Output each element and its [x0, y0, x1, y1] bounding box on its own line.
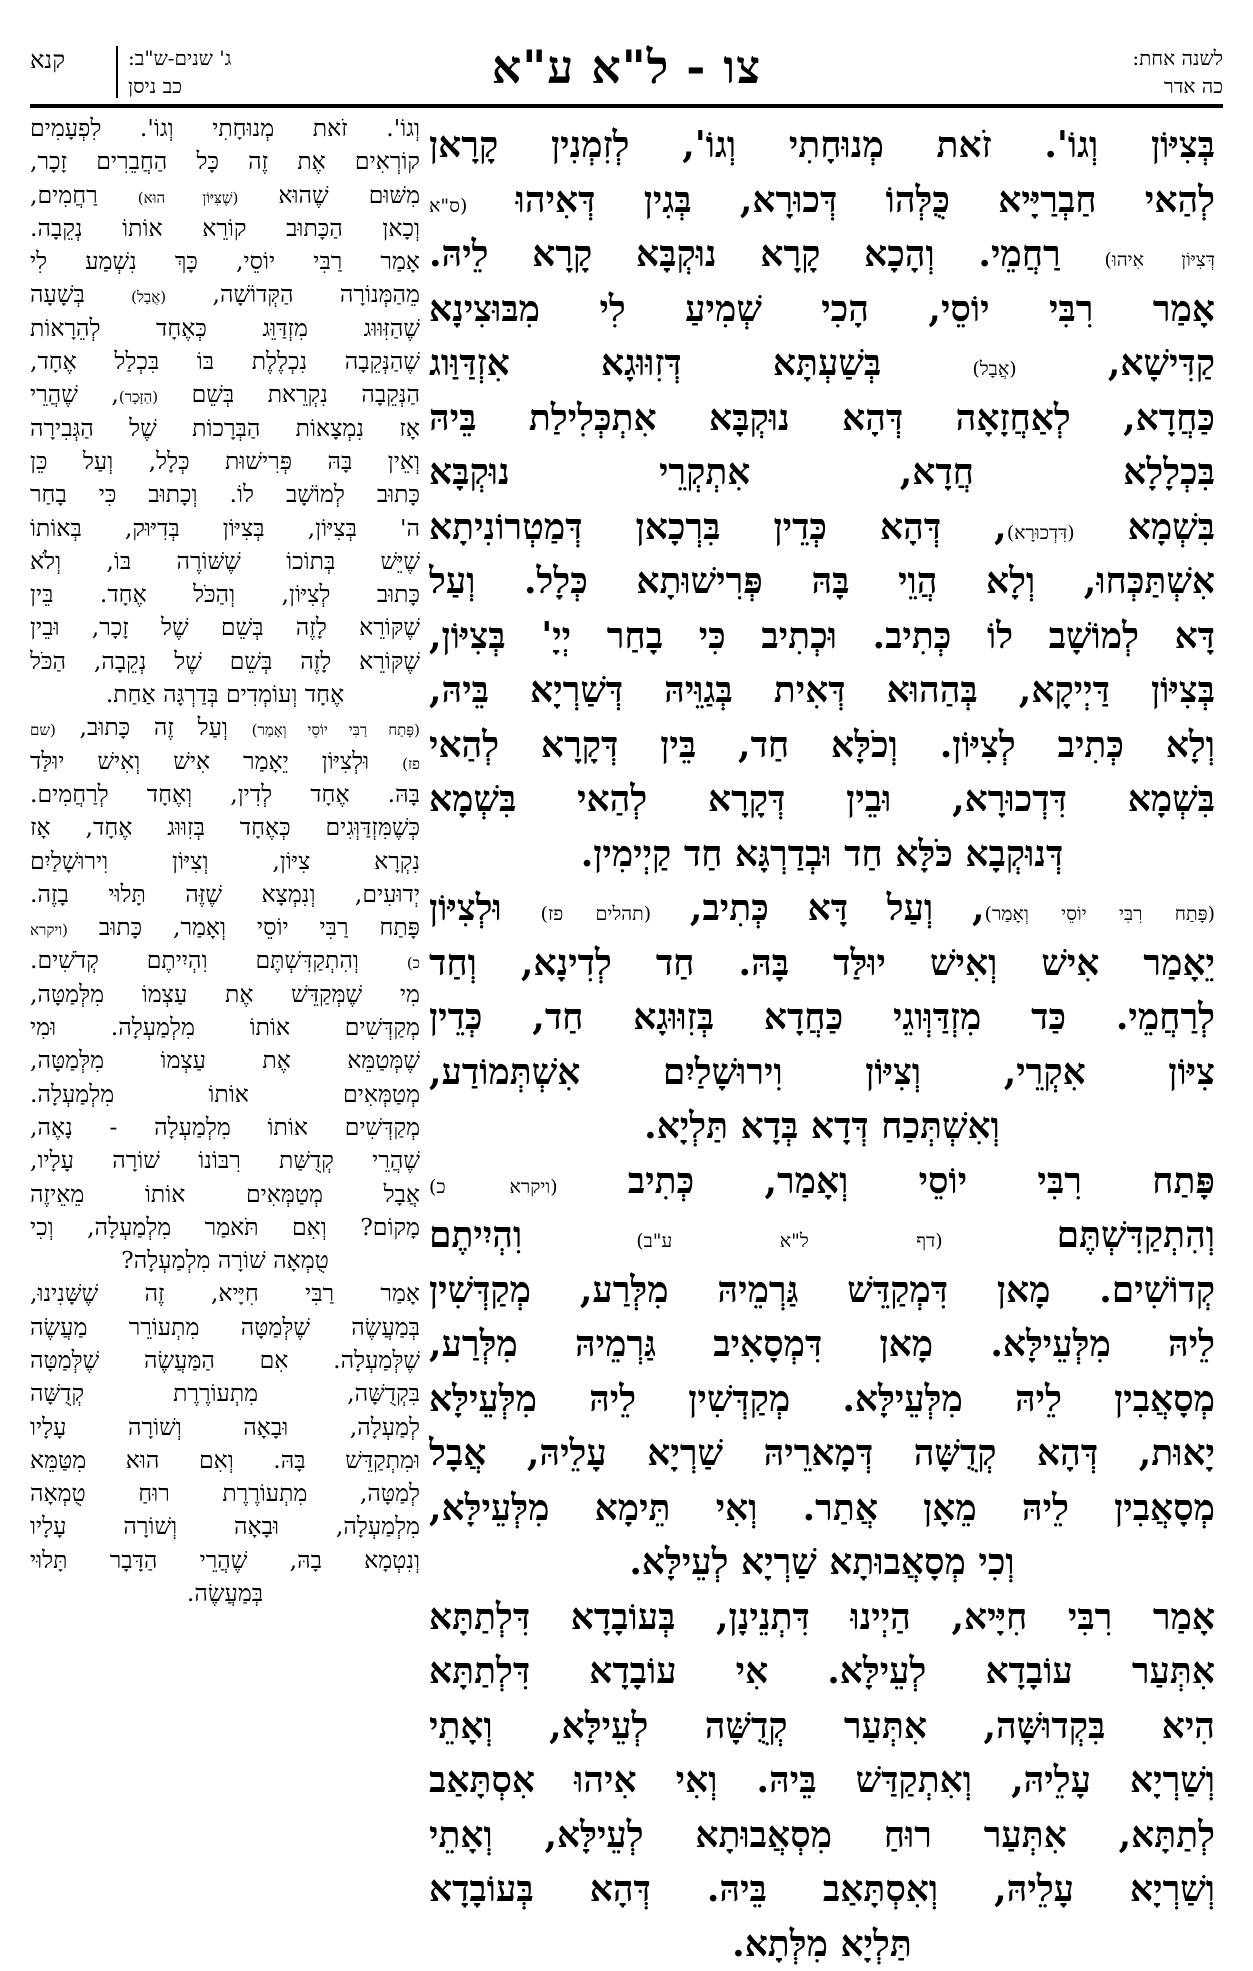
text-line: יָאוּת, דְּהָא קְדֻשָּׁה דְּמָארֵיהּ שַׁרְיָא עָלֵיהּ, אֲבָל — [429, 1426, 1215, 1481]
text-line: (פָּתַח רִבִּי יוֹסֵי וְאָמַר), וְעַל דָּא כְּתִיב, (תהלים פז) וּלְצִיּוֹן — [429, 881, 1215, 936]
text-line: שֶׁהַנְּקֵבָה נִכְלֶלֶת בּוֹ בִּכְלַל אֶחָד, — [30, 345, 420, 378]
text-line: מְקַדְּשִׁים אוֹתוֹ מִלְמַעְלָה. וּמִי — [30, 1011, 420, 1044]
text-line: שֶׁלְּמַעְלָה. אִם הַמַּעֲשֶׂה שֶׁלְּמַטָּה — [30, 1344, 420, 1377]
text-line: וּמִתְקַדֵּשׁ בָּהּ. וְאִם הוּא מִטַּמֵּא — [30, 1444, 420, 1477]
header-schedule-one-year: לשנה אחת: — [1132, 46, 1223, 71]
text-line: לְתַתָּא, אִתְּעַר רוּחַ מִסְאֲבוּתָא לְעֵילָּא, וְאָתֵי — [429, 1808, 1215, 1863]
text-line: אִשְׁתַּכְּחוּ, וְלָא הֲוֵי בָּהּ פְּרִישׁוּתָא כְּלָל. וְעַל — [429, 554, 1215, 609]
text-line: יֵאָמַר אִישׁ וְאִישׁ יוּלַּד בָּהּ. חַד לְדִינָא, וְחַד — [429, 936, 1215, 991]
text-line: וְהִתְקַדִּשְׁתֶּם (דף ל"א ע"ב) וִהְיִיתֶם — [429, 1208, 1215, 1263]
text-line: אִתְּעַר עוֹבָדָא לְעֵילָּא. אִי עוֹבָדָא דִּלְתַתָּא — [429, 1644, 1215, 1699]
text-line: אָמַר רִבִּי יוֹסֵי, הָכִי שְׁמִיעַ לִי מִבּוּצִינָא — [429, 282, 1215, 337]
text-line: וְכִי מְסָאֲבוּתָא שַׁרְיָא לְעֵילָּא. — [429, 1535, 1215, 1590]
text-line: בִּשְׁמָא (דִּדְכוּרָא), דְּהָא כְּדֵין בִּרְכָאן דְּמַטְרוֹנִיתָא — [429, 500, 1215, 555]
text-line: לְהַאי חַבְרַיָּיא כֻּלְּהוֹ דְּכוּרָא, בְּגִין דְּאִיהוּ (ס"א — [429, 173, 1215, 228]
header-rule — [30, 104, 1223, 108]
text-line: וְאֵין בָּהּ פְּרִישׁוּת כְּלָל, וְעַל כֵּן — [30, 445, 420, 478]
text-line: שֶׁיֵּשׁ בְּתוֹכוֹ שֶׁשּׁוֹרֶה בּוֹ, וְלֹא — [30, 545, 420, 578]
text-line: כָּתוּב לְמוֹשָׁב לוֹ. וְכָתוּב כִּי בָחַר — [30, 478, 420, 511]
text-line: נִקְרָא צִיּוֹן, וְצִיּוֹן וִירוּשָׁלַיִם — [30, 845, 420, 878]
text-line: קְדוֹשִׁים. מָאן דִּמְקַדֵּשׁ גַּרְמֵיהּ מִלְּרַע, מְקַדְּשִׁין — [429, 1263, 1215, 1318]
header-schedule-three-year: ג' שנים-ש"ב: — [128, 46, 231, 71]
text-line: בְּמַעֲשֶׂה שֶׁלְּמַטָּה מִתְעוֹרֵר מַעֲשֶׂה — [30, 1311, 420, 1344]
text-line: (פָּתַח רַבִּי יוֹסֵי וְאָמַר) וְעַל זֶה כָּתוּב, (שם — [30, 711, 420, 744]
text-line: מְקַדְּשִׁים אוֹתוֹ מִלְמַעְלָה - נָאֶה, — [30, 1111, 420, 1144]
text-line: אָמַר רַבִּי חִיָּיא, זֶה שֶׁשָּׁנִינוּ, — [30, 1277, 420, 1310]
text-line: אֲבָל מְטַמְּאִים אוֹתוֹ מֵאֵיזֶה — [30, 1178, 420, 1211]
text-line: פָּתַח רִבִּי יוֹסֵי וְאָמַר, כְּתִיב (ויקרא כ) — [429, 1154, 1215, 1209]
text-line: אָז נִמְצָאוֹת הַבְּרָכוֹת שֶׁל הַגְּבִירָה — [30, 412, 420, 445]
text-line: אָמַר רִבִּי חִיָּיא, הַיְינוּ דִּתְנֵינָן, בְּעוֹבָדָא דִּלְתַתָּא — [429, 1590, 1215, 1645]
text-line: קוֹרְאִים אֶת זֶה כָּל הַחֲבֵרִים זָכָר, — [30, 145, 420, 178]
text-line: מֵהַמְּנוֹרָה הַקְּדוֹשָׁה, (אֲבָל) בְּשָׁעָה — [30, 278, 420, 311]
text-line: כְּשֶׁמִּזְדַּוְּגִים כְּאֶחָד בְּזִוּוּג אֶחָד, אָז — [30, 811, 420, 844]
text-line: וְגוֹ'. זֹאת מְנוּחָתִי וְגוֹ'. לִפְעָמִים — [30, 112, 420, 145]
page-title: צו - ל"א ע"א — [30, 40, 1223, 94]
text-line: בְּמַעֲשֶׂה. — [30, 1577, 420, 1610]
text-line: שֶׁקּוֹרֵא לָזֶה בְּשֵׁם שֶׁל נְקֵבָה, הַכֹּל — [30, 645, 420, 678]
text-line: שֶׁמְּטַמֵּא אֶת עַצְמוֹ מִלְּמַטָּה, — [30, 1044, 420, 1077]
text-line: מִשּׁוּם שֶׁהוּא (שֶׁצִּיּוֹן הוּא) רַחֲמִים, — [30, 179, 420, 212]
hebrew-translation-column — [30, 112, 420, 1610]
text-line: מְסָאֲבִין לֵיהּ מִלְּעֵילָּא. מְקַדְּשִׁין לֵיהּ מִלְּעֵילָּא — [429, 1372, 1215, 1427]
text-line: תַּלְיָא מִלְּתָא. — [429, 1917, 1215, 1971]
aramaic-text-column — [429, 118, 1215, 1971]
text-line: כ) וְהִתְקַדִּשְׁתֶּם וִהְיִיתֶם קְדֹשִׁים. — [30, 944, 420, 977]
text-line: כַּחֲדָא, לְאַחֲזָאָה דְּהָא נוּקְבָּא אִתְכְּלִילַת בֵּיהּ — [429, 391, 1215, 446]
text-line: לְמַטָּה, מִתְעוֹרֶרֶת רוּחַ טֻמְאָה — [30, 1477, 420, 1510]
text-line: הַנְּקֵבָה נִקְרֵאת בְּשֵׁם (הַזָּכָר), שֶׁהֲרֵי — [30, 378, 420, 411]
text-line: אֶחָד וְעוֹמְדִים בְּדַרְגָּה אַחַת. — [30, 678, 420, 711]
header-divider — [116, 46, 118, 98]
text-line: מְטַמְּאִים אוֹתוֹ מִלְמַעְלָה. — [30, 1078, 420, 1111]
text-line: מִלְמַעְלָה, וּבָאָה וְשׁוֹרָה עָלָיו — [30, 1510, 420, 1543]
text-line: בִּשְׁמָא דִּדְכוּרָא, וּבֵין דְּקָרָא לְהַאי בִּשְׁמָא — [429, 772, 1215, 827]
text-line: צִיּוֹן אִקְרֵי, וְצִיּוֹן וִירוּשָׁלַיִם אִשְׁתְּמוֹדַע, — [429, 1045, 1215, 1100]
text-line: מִי שֶׁמְּקַדֵּשׁ אֶת עַצְמוֹ מִלְּמַטָּה, — [30, 978, 420, 1011]
text-line: הִיא בִּקְדוּשָּׁה, אִתְּעַר קְדֻשָּׁה לְעֵילָּא, וְאָתֵי — [429, 1699, 1215, 1754]
text-line: דְּצִיּוֹן אִיהוּ) רַחֲמֵי. וְהָכָא קָרָא נוּקְבָּא קָרָא לֵיהּ. — [429, 227, 1215, 282]
text-line: לְרַחֲמֵי. כַּד מִזְדַּוְּוגֵי כַּחֲדָא בְּזִוּוּגָא חַד, כְּדֵין — [429, 990, 1215, 1045]
text-line: קַדִּישָׁא, (אֲבָל) בְּשַׁעְתָּא דְּזִוּוּגָא אִזְדַּוַּוג — [429, 336, 1215, 391]
text-line: בִּקְדֻשָּׁה, מִתְעוֹרֶרֶת קְדֻשָּׁה — [30, 1377, 420, 1410]
header-date-three-year: כב ניסן — [128, 74, 182, 99]
page-number: קנא — [30, 46, 65, 75]
text-line: דָּא לְמוֹשָׁב לוֹ כְּתִיב. וּכְתִיב כִּי בָחַר יְיָ' בְּצִיּוֹן, — [429, 609, 1215, 664]
text-line: מְסָאֲבִין לֵיהּ מֵאָן אֲתַר. וְאִי תֵּימָא מִלְּעֵילָּא, — [429, 1481, 1215, 1536]
text-line: לֵיהּ מִלְּעֵילָּא. מָאן דִּמְסָאִיב גַּרְמֵיהּ מִלְּרַע, — [429, 1317, 1215, 1372]
text-line: שֶׁהַזִּוּוּג מִזְדַּוֵּג כְּאֶחָד לְהֵרָאוֹת — [30, 312, 420, 345]
text-line: וְנִטְמָא בָהּ, שֶׁהֲרֵי הַדָּבָר תָּלוּי — [30, 1544, 420, 1577]
text-line: וְאִשְׁתְּכַח דְּדָא בְּדָא תַּלְיָא. — [429, 1099, 1215, 1154]
text-line: פָּתַח רַבִּי יוֹסֵי וְאָמַר, כָּתוּב (ויקרא — [30, 911, 420, 944]
text-line: דְּנוּקְבָא כֹּלָּא חַד וּבְדַרְגָּא חַד קַיְימִין. — [429, 827, 1215, 882]
text-line: אָמַר רַבִּי יוֹסֵי, כָּךְ נִשְׁמַע לִי — [30, 245, 420, 278]
text-line: לְמַעְלָה, וּבָאָה וְשׁוֹרָה עָלָיו — [30, 1411, 420, 1444]
text-line: שֶׁקּוֹרֵא לָזֶה בְּשֵׁם שֶׁל זָכָר, וּבֵין — [30, 611, 420, 644]
text-line: מָקוֹם? וְאִם תֹּאמַר מִלְמַעְלָה, וְכִי — [30, 1211, 420, 1244]
text-line: וְשַׁרְיָא עָלֵיהּ, וְאִסְתָּאַב בֵּיהּ. דְּהָא בְּעוֹבָדָא — [429, 1862, 1215, 1917]
text-line: טֻמְאָה שׁוֹרָה מִלְמַעְלָה? — [30, 1244, 420, 1277]
text-line: בְּצִיּוֹן דַּיְיקָא, בְּהַהוּא דְּאִית בְּגַוֵּיהּ דְּשַׁרְיָא בֵּיהּ, — [429, 663, 1215, 718]
page-header — [30, 40, 1223, 96]
text-line: וְכָאן הַכָּתוּב קוֹרֵא אוֹתוֹ נְקֵבָה. — [30, 212, 420, 245]
text-line: בִּכְלָלָא חֲדָא, אִתְקְרֵי נוּקְבָּא — [429, 445, 1215, 500]
header-date-one-year: כה אדר — [1164, 74, 1223, 99]
text-line: יְדוּעִים, וְנִמְצָא שֶׁזֶּה תָּלוּי בָזֶה. — [30, 878, 420, 911]
text-line: כָּתוּב לְצִיּוֹן, וְהַכֹּל אֶחָד. בֵּין — [30, 578, 420, 611]
text-line: שֶׁהֲרֵי קְדֻשַּׁת רִבּוֹנוֹ שׁוֹרָה עָלָיו, — [30, 1144, 420, 1177]
text-line: פז) וּלְצִיּוֹן יֵאָמַר אִישׁ וְאִישׁ יוּלַּד — [30, 745, 420, 778]
text-line: בְּצִיּוֹן וְגוֹ'. זֹאת מְנוּחָתִי וְגוֹ', לְזִמְנִין קָרָאן — [429, 118, 1215, 173]
text-line: ה' בְּצִיּוֹן, בְּצִיּוֹן בְּדִיּוּק, בְּאוֹתוֹ — [30, 512, 420, 545]
text-line: וְלָא כְּתִיב לְצִיּוֹן. וְכֹלָּא חַד, בֵּין דְּקָרָא לְהַאי — [429, 718, 1215, 773]
text-line: בָּהּ. אֶחָד לְדִין, וְאֶחָד לְרַחֲמִים. — [30, 778, 420, 811]
text-line: וְשַׁרְיָא עָלֵיהּ, וְאִתְקַדַּשׁ בֵּיהּ. וְאִי אִיהוּ אִסְתָּאַב — [429, 1753, 1215, 1808]
